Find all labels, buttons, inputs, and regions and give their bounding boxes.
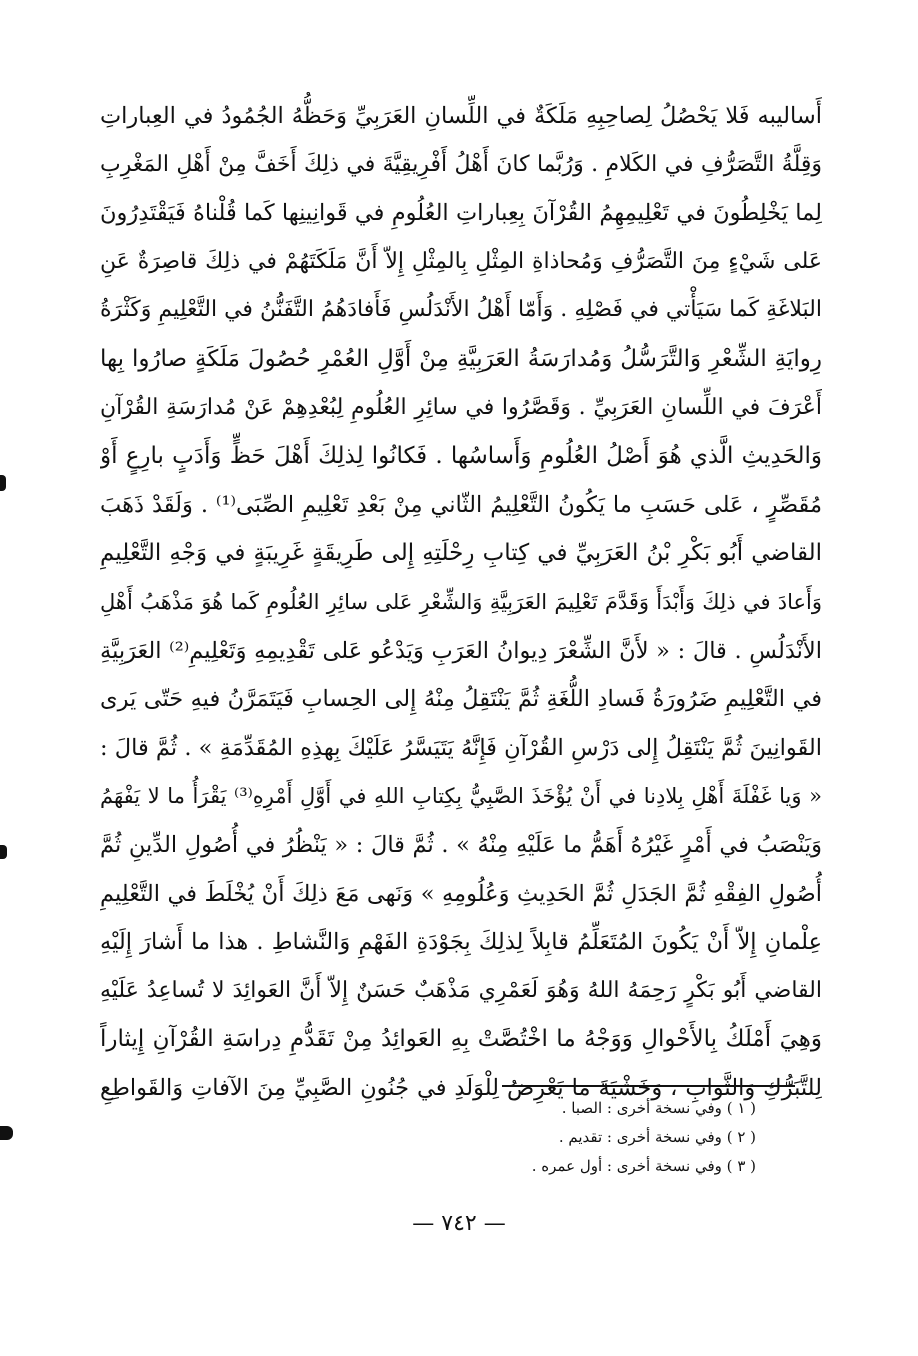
footnote: ( ٣ ) وفي نسخة أخرى : أول عمره . <box>531 1157 756 1175</box>
text-line: عَلى شَيْءٍ مِنَ التَّصَرُّفِ وَمُحاذاةِ المِثْلِ بِالمِثْلِ إِلاّ أَنَّ مَلَكَتَهُمْ في ذلِكَ قاصِرَةٌ عَنِ <box>100 248 822 274</box>
footnote: ( ١ ) وفي نسخة أخرى : الصبا . <box>561 1099 756 1117</box>
text-line: في التَّعْلِيمِ ضَرُورَةُ فَسادِ اللُّغَةِ ثُمَّ يَنْتَقِلُ مِنْهُ إِلى الحِسابِ فَيَتَمَرَّنُ فيهِ حَتّى يَرى <box>100 686 822 713</box>
text-line: « وَيا غَفْلَةَ أَهْلِ بِلادِنا في أَنْ يُؤْخَذَ الصَّبِيُّ بِكِتابِ اللهِ في أَوَّلِ أَمْرِهِ⁽³⁾ يَقْرَأُ ما لا يَفْهَمُ <box>100 784 822 809</box>
text-line: رِوايَةِ الشِّعْرِ وَالتَّرَسُّلُ وَمُدارَسَةُ العَرَبِيَّةِ مِنْ أَوَّلِ العُمْرِ حُصُولَ مَلَكَةٍ صارُوا بِها <box>100 345 822 372</box>
text-line: وَهِيَ أَمْلَكُ بِالأَحْوالِ وَوَجْهُ ما اخْتُصَّتْ بِهِ العَوائِدُ مِنْ تَقَدُّمِ دِراسَةِ القُرْآنِ إِيثاراً <box>100 1026 822 1053</box>
margin-ink-mark <box>0 1126 13 1140</box>
text-line: الأَنْدَلُسِ . قالَ : « لأَنَّ الشِّعْرَ دِيوانُ العَرَبِ وَيَدْعُو عَلى تَقْدِيمِهِ وَتَعْلِيمِ⁽²⁾ العَرَبِيَّةِ <box>100 637 822 664</box>
text-line: وَيَنْصَبُ في أَمْرٍ غَيْرُهُ أَهَمُّ ما عَلَيْهِ مِنْهُ » . ثُمَّ قالَ : « يَنْظُرُ في أُصُولِ الدِّينِ ثُمَّ <box>100 831 822 858</box>
footnotes <box>316 1094 756 1181</box>
text-line: القاضي أَبُو بَكْرِ بْنُ العَرَبِيِّ في كِتابِ رِحْلَتِهِ إِلى طَرِيقَةٍ غَرِيبَةٍ في وَجْهِ التَّعْلِيمِ <box>100 540 822 567</box>
text-line: أَساليبه فَلا يَحْصُلُ لِصاحِبِهِ مَلَكَةٌ في اللِّسانِ العَرَبِيِّ وَحَظُّهُ الجُمُودُ في العِباراتِ <box>100 103 822 129</box>
page-number: — ٧٤٢ — <box>412 1211 506 1236</box>
text-line: البَلاغَةِ كَما سَيَأْتي في فَصْلِهِ . وَأَمّا أَهْلُ الأَنْدَلُسِ فَأَفادَهُمُ التَّفَنُّنُ في التَّعْلِيمِ وَكَثْرَةُ <box>100 297 822 323</box>
text-line: لِما يَخْلِطُونَ في تَعْلِيمِهِمُ القُرْآنَ بِعِباراتِ العُلُومِ في قَوانِينِها كَما قُلْناهُ فَيَقْتَدِرُونَ <box>100 200 822 227</box>
footnote: ( ٢ ) وفي نسخة أخرى : تقديم . <box>558 1128 756 1146</box>
text-line: لِلتَّبَرُّكِ وَالثَّوابِ ، وَخَشْيَةَ ما يَعْرِضُ لِلْوَلَدِ في جُنُونِ الصَّبِيِّ مِنَ الآفاتِ وَالقَواطِعِ <box>100 1074 822 1101</box>
margin-ink-mark <box>0 845 7 859</box>
text-line: أُصُولِ الفِقْهِ ثُمَّ الجَدَلِ ثُمَّ الحَدِيثِ وَعُلُومِهِ » وَنَهى مَعَ ذلِكَ أَنْ يُخْلَطَ في التَّعْلِيمِ <box>100 880 822 907</box>
text-line: وَأَعادَ في ذلِكَ وَأَبْدَأَ وَقَدَّمَ تَعْلِيمَ العَرَبِيَّةِ وَالشِّعْرِ عَلى سائِرِ العُلُومِ كَما هُوَ مَذْهَبُ أَهْلِ <box>100 589 822 614</box>
text-line: عِلْمانِ إِلاّ أَنْ يَكُونَ المُتَعَلِّمُ قابِلاً لِذلِكَ بِجَوْدَةِ الفَهْمِ وَالنَّشاطِ . هذا ما أَشارَ إِلَيْهِ <box>100 929 822 956</box>
text-line: مُقَصِّرٍ ، عَلى حَسَبِ ما يَكُونُ التَّعْلِيمُ الثّاني مِنْ بَعْدِ تَعْلِيمِ الصِّبَى⁽¹⁾ . وَلَقَدْ ذَهَبَ <box>100 491 822 518</box>
text-line: القاضي أَبُو بَكْرٍ رَحِمَهُ اللهُ وَهُوَ لَعَمْرِي مَذْهَبٌ حَسَنٌ إِلاّ أَنَّ العَوائِدَ لا تُساعِدُ عَلَيْهِ <box>100 977 822 1003</box>
footnote-separator <box>502 1085 795 1087</box>
text-line: أَعْرَفَ في اللِّسانِ العَرَبِيِّ . وَقَصَّرُوا في سائِرِ العُلُومِ لِبُعْدِهِمْ عَنْ مُدارَسَةِ القُرْآنِ <box>100 394 822 420</box>
margin-ink-mark <box>0 475 6 491</box>
text-line: وَقِلَّةُ التَّصَرُّفِ في الكَلامِ . وَرُبَّما كانَ أَهْلُ أَفْرِيقِيَّةَ في ذلِكَ أَخَفَّ مِنْ أَهْلِ المَغْرِبِ <box>100 151 822 177</box>
text-line: القَوانِينَ ثُمَّ يَنْتَقِلُ إِلى دَرْسِ القُرْآنِ فَإِنَّهُ يَتَيَسَّرُ عَلَيْكَ بِهذِهِ المُقَدِّمَةِ » . ثُمَّ قالَ : <box>100 734 822 761</box>
main-text-block <box>100 92 822 1112</box>
text-line: وَالحَدِيثِ الَّذي هُوَ أَصْلُ العُلُومِ وَأَساسُها . فَكانُوا لِذلِكَ أَهْلَ حَظٍّ وَأَدَبٍ بارِعٍ أَوْ <box>100 443 822 470</box>
